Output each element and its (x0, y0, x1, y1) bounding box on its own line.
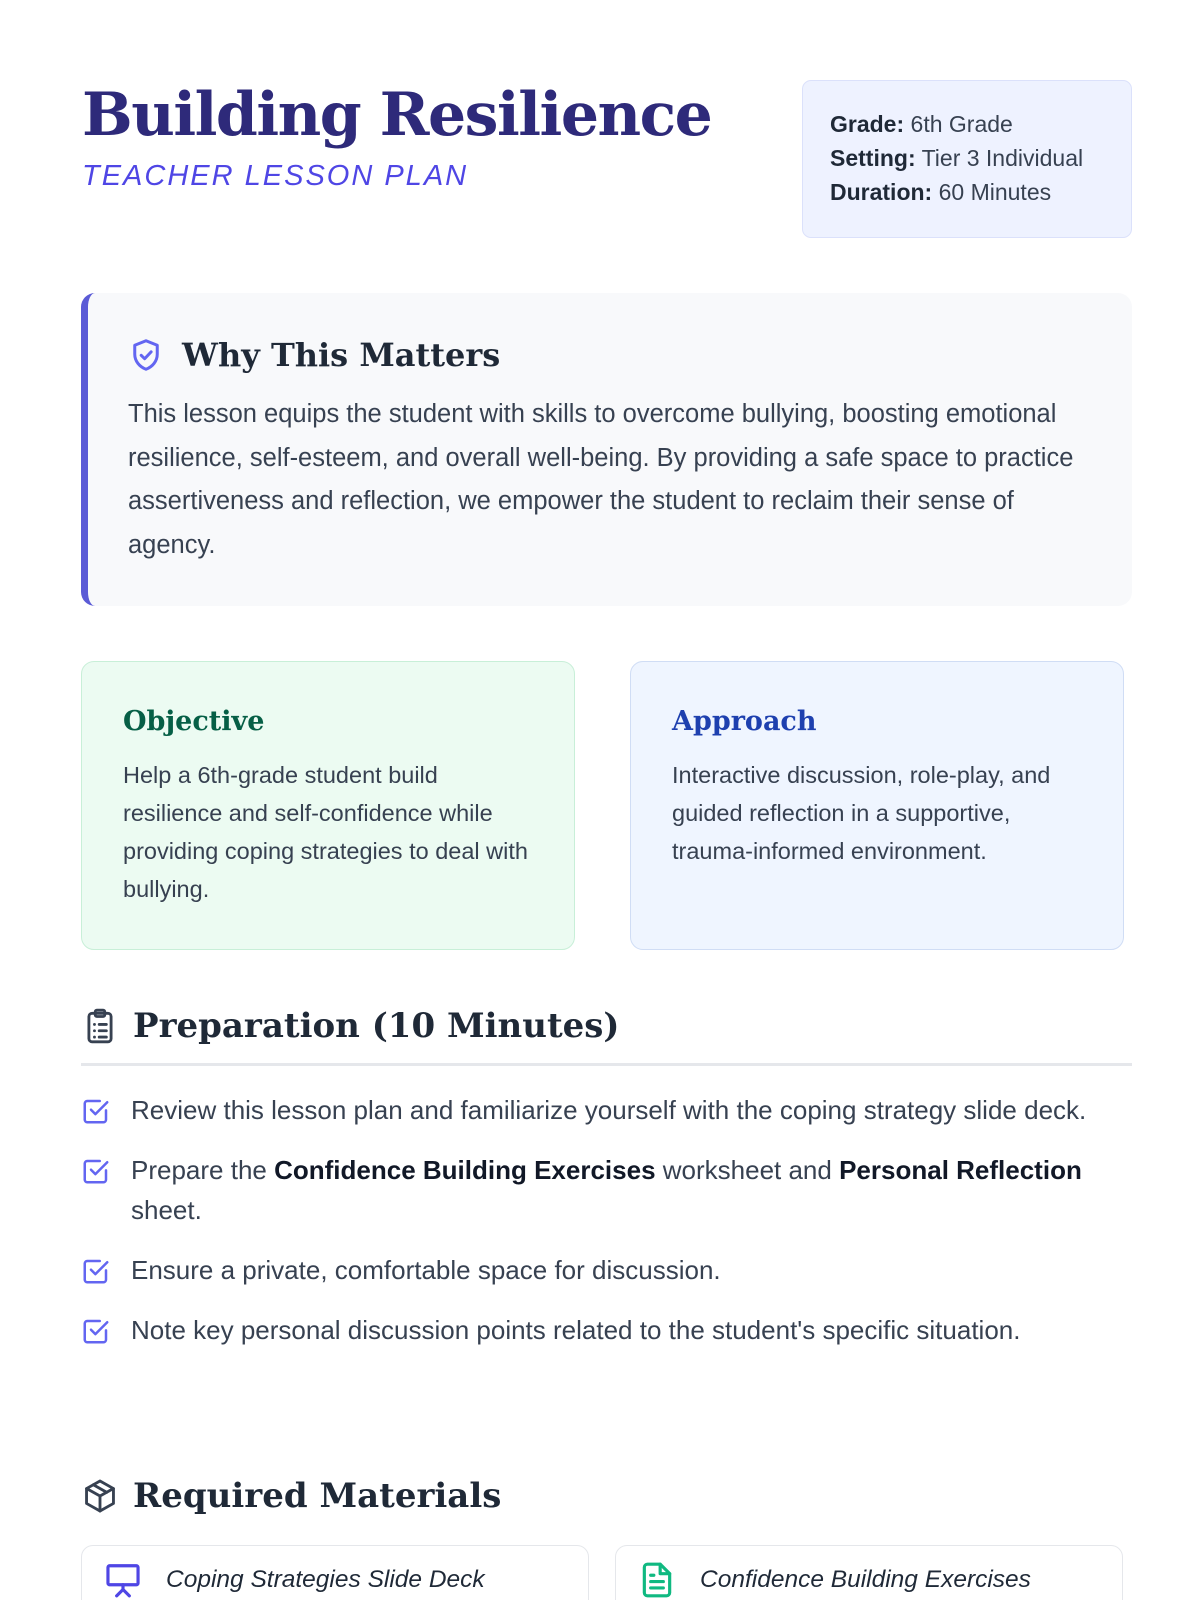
page-subtitle: TEACHER LESSON PLAN (82, 160, 469, 192)
why-this-matters-card (81, 293, 1132, 606)
preparation-title: Preparation (10 Minutes) (133, 1006, 620, 1046)
shield-check-icon (128, 337, 164, 373)
meta-duration: Duration: 60 Minutes (830, 179, 1052, 205)
checkbox-checked-icon (81, 1256, 111, 1286)
checkbox-checked-icon (81, 1156, 111, 1186)
meta-grade: Grade: 6th Grade (830, 111, 1013, 137)
material-label: Confidence Building Exercises (700, 1566, 1031, 1593)
list-item: Ensure a private, comfortable space for discussion. (81, 1250, 1151, 1290)
objective-card (81, 661, 575, 950)
approach-text: Interactive discussion, role-play, and guided reflection in a supportive, trauma-informed environment. (672, 762, 1051, 864)
meta-setting: Setting: Tier 3 Individual (830, 145, 1084, 171)
lesson-header (82, 80, 1132, 240)
preparation-section (81, 1001, 1132, 1066)
material-label: Coping Strategies Slide Deck (166, 1566, 485, 1593)
why-title: Why This Matters (182, 336, 501, 374)
material-item (81, 1545, 589, 1600)
approach-card (630, 661, 1124, 950)
lesson-meta-box (802, 80, 1132, 238)
presentation-icon (104, 1561, 142, 1599)
checkbox-checked-icon (81, 1096, 111, 1126)
why-text: This lesson equips the student with skills to overcome bullying, boosting emotional resilience, self-esteem, and overall well-being. By providing a safe space to practice assertiveness and reflection, we empower the student to reclaim their sense of agency. (128, 400, 1074, 559)
checkbox-checked-icon (81, 1316, 111, 1346)
objective-text: Help a 6th-grade student build resilience and self-confidence while providing coping strategies to deal with bullying. (123, 762, 528, 902)
list-item: Review this lesson plan and familiarize yourself with the coping strategy slide deck. (81, 1090, 1151, 1130)
package-icon (81, 1477, 119, 1515)
materials-title: Required Materials (133, 1476, 502, 1516)
preparation-list (81, 1090, 1151, 1370)
list-item: Prepare the Confidence Building Exercises worksheet and Personal Reflection sheet. (81, 1150, 1151, 1230)
materials-section (81, 1471, 1132, 1521)
section-divider (81, 1063, 1132, 1066)
approach-title: Approach (672, 706, 817, 737)
material-item (615, 1545, 1123, 1600)
list-item: Note key personal discussion points related to the student's specific situation. (81, 1310, 1151, 1350)
page-title: Building Resilience (82, 80, 712, 150)
clipboard-list-icon (81, 1007, 119, 1045)
document-icon (638, 1561, 676, 1599)
objective-title: Objective (123, 706, 265, 737)
